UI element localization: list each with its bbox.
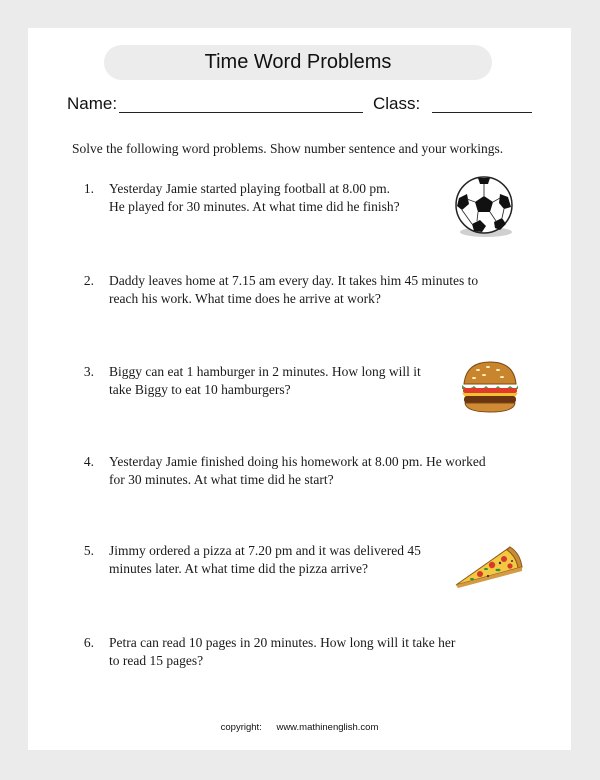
class-blank-line[interactable] [432, 112, 532, 113]
problem-text [109, 634, 456, 670]
problem-line: minutes later. At what time did the pizza arrive? [109, 561, 369, 576]
problem-text [109, 272, 479, 308]
problem-line: Yesterday Jamie started playing football at 8.00 pm. [109, 181, 390, 196]
problem-number: 5. [83, 543, 94, 558]
class-label: Class: [373, 94, 421, 113]
instructions: Solve the following word problems. Show number sentence and your workings. [72, 141, 504, 156]
problem-text [109, 453, 486, 489]
problem-line: reach his work. What time does he arrive at work? [109, 291, 381, 306]
problem-text [109, 363, 449, 399]
worksheet-title: Time Word Problems [104, 45, 492, 80]
footer [28, 722, 571, 733]
problem-number: 6. [83, 635, 94, 650]
problem-line: Daddy leaves home at 7.15 am every day. It takes him 45 minutes to [109, 273, 479, 288]
worksheet-page [28, 28, 571, 750]
name-label: Name: [67, 94, 118, 113]
problem-number: 4. [83, 454, 94, 469]
problem-line: Biggy can eat 1 hamburger in 2 minutes. How long will it [109, 364, 421, 379]
problem-line: He played for 30 minutes. At what time did he finish? [109, 199, 400, 214]
copyright-site-link[interactable]: www.mathinenglish.com [276, 722, 379, 733]
problem-text [109, 180, 449, 216]
problem-line: Petra can read 10 pages in 20 minutes. How long will it take her [109, 635, 456, 650]
pizza-slice-icon [452, 543, 526, 589]
problem-number: 3. [83, 364, 94, 379]
problem-line: for 30 minutes. At what time did he start? [109, 472, 334, 487]
problem-line: to read 15 pages? [109, 653, 204, 668]
problem-line: Jimmy ordered a pizza at 7.20 pm and it was delivered 45 [109, 543, 421, 558]
problem-line: Yesterday Jamie finished doing his homework at 8.00 pm. He worked [109, 454, 486, 469]
problem-number: 1. [83, 181, 94, 196]
hamburger-icon [458, 358, 522, 418]
name-blank-line[interactable] [119, 112, 363, 113]
problem-line: take Biggy to eat 10 hamburgers? [109, 382, 291, 397]
problem-text [109, 542, 449, 578]
copyright-label: copyright: [220, 722, 262, 733]
problem-number: 2. [83, 273, 94, 288]
soccer-ball-icon [450, 174, 520, 240]
